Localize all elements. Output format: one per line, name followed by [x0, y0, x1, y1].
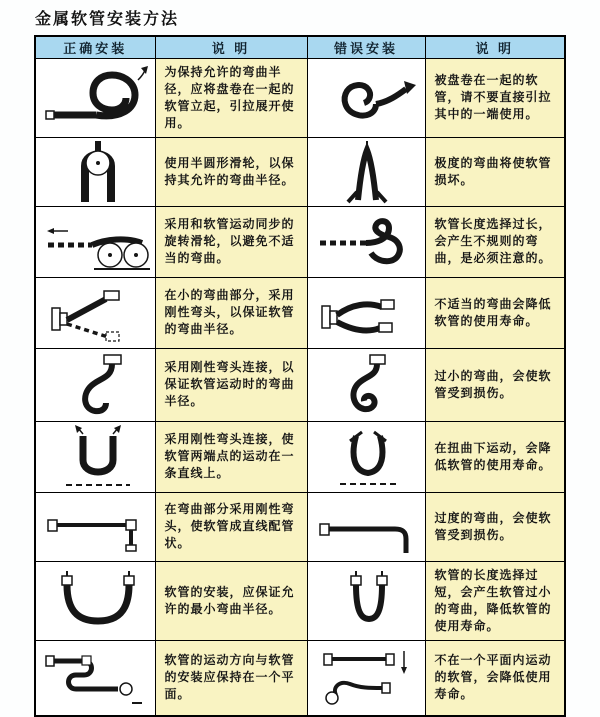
straight-run-rigid-elbow-illustration: [38, 495, 154, 559]
rigid-elbow-small-bend-illustration: [38, 280, 154, 346]
table-row: [35, 421, 565, 492]
correct-description: 为保持允许的弯曲半径，应将盘卷在一起的软管立起，引拉展开使用。: [155, 58, 307, 137]
wrong-description: 软管的长度选择过短，会产生软管过小的弯曲，降低软管的使用寿命。: [425, 561, 565, 640]
correct-description: 软管的安装，应保证允许的最小弯曲半径。: [155, 561, 307, 640]
table-row: [35, 640, 565, 716]
table-row: [35, 206, 565, 277]
coil-pulled-from-end-illustration: [310, 62, 424, 134]
table-row: [35, 561, 565, 640]
wrong-description: 被盘卷在一起的软管，请不要直接引拉其中的一端使用。: [425, 58, 565, 137]
rotating-pulleys-illustration: [38, 209, 154, 275]
wrong-illustration-cell: [307, 492, 425, 561]
correct-illustration-cell: [35, 348, 155, 421]
elbow-connection-s-curve-illustration: [38, 351, 154, 419]
improper-bend-illustration: [310, 280, 424, 346]
column-header-wrong-description: 说 明: [425, 36, 565, 58]
wrong-description: 不在一个平面内运动的软管，会降低使用寿命。: [425, 640, 565, 716]
table-row: [35, 58, 565, 137]
irregular-bend-illustration: [310, 209, 424, 275]
too-small-bend-illustration: [310, 351, 424, 419]
over-bent-corner-illustration: [310, 495, 424, 559]
wrong-description: 软管长度选择过长，会产生不规则的弯曲，是必须注意的。: [425, 206, 565, 277]
wrong-illustration-cell: [307, 206, 425, 277]
table-row: [35, 348, 565, 421]
wrong-description: 过小的弯曲，会使软管受到损伤。: [425, 348, 565, 421]
installation-guide-table: [34, 35, 566, 717]
correct-description: 采用刚性弯头连接，使软管两端点的运动在一条直线上。: [155, 421, 307, 492]
hose-over-pulley-illustration: [38, 140, 154, 204]
wrong-description: 过度的弯曲，会使软管受到损伤。: [425, 492, 565, 561]
correct-description: 采用刚性弯头连接，以保证软管运动时的弯曲半径。: [155, 348, 307, 421]
table-row: [35, 277, 565, 348]
correct-illustration-cell: [35, 640, 155, 716]
column-header-wrong: 错误安装: [307, 36, 425, 58]
page-title: 金属软管安装方法: [35, 9, 180, 28]
wrong-description: 不适当的弯曲会降低软管的使用寿命。: [425, 277, 565, 348]
wide-u-bend-illustration: [38, 569, 154, 633]
correct-description: 软管的运动方向与软管的安装应保持在一个平面。: [155, 640, 307, 716]
tight-short-u-illustration: [310, 569, 424, 633]
correct-illustration-cell: [35, 492, 155, 561]
table-row: [35, 137, 565, 206]
correct-illustration-cell: [35, 137, 155, 206]
u-shape-in-line-motion-illustration: [38, 424, 154, 490]
twisted-motion-illustration: [310, 424, 424, 490]
wrong-illustration-cell: [307, 137, 425, 206]
extreme-bend-illustration: [310, 140, 424, 204]
wrong-illustration-cell: [307, 561, 425, 640]
wrong-description: 极度的弯曲将使软管损坏。: [425, 137, 565, 206]
wrong-illustration-cell: [307, 58, 425, 137]
correct-description: 在小的弯曲部分，采用刚性弯头，以保证软管的弯曲半径。: [155, 277, 307, 348]
header-row: [35, 36, 565, 58]
wrong-illustration-cell: [307, 640, 425, 716]
column-header-correct-description: 说 明: [155, 36, 307, 58]
correct-description: 使用半圆形滑轮，以保持其允许的弯曲半径。: [155, 137, 307, 206]
correct-illustration-cell: [35, 561, 155, 640]
correct-illustration-cell: [35, 421, 155, 492]
wrong-description: 在扭曲下运动，会降低软管的使用寿命。: [425, 421, 565, 492]
column-header-correct: 正确安装: [35, 36, 155, 58]
out-of-plane-motion-illustration: [310, 643, 424, 713]
wrong-illustration-cell: [307, 348, 425, 421]
correct-illustration-cell: [35, 277, 155, 348]
correct-description: 在弯曲部分采用刚性弯头，使软管成直线配管状。: [155, 492, 307, 561]
correct-illustration-cell: [35, 206, 155, 277]
correct-illustration-cell: [35, 58, 155, 137]
same-plane-motion-illustration: [38, 643, 154, 713]
wrong-illustration-cell: [307, 277, 425, 348]
wrong-illustration-cell: [307, 421, 425, 492]
coiled-hose-unrolled-illustration: [38, 62, 154, 134]
table-row: [35, 492, 565, 561]
correct-description: 采用和软管运动同步的旋转滑轮，以避免不适当的弯曲。: [155, 206, 307, 277]
